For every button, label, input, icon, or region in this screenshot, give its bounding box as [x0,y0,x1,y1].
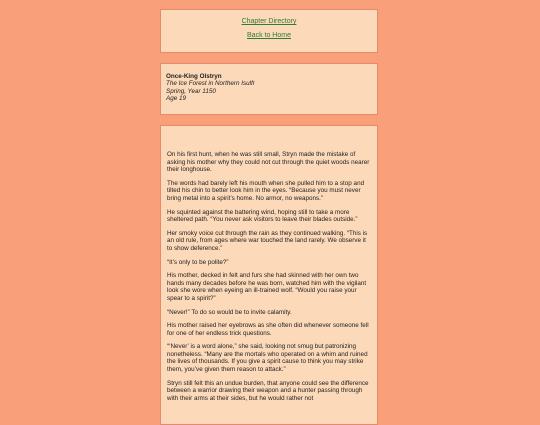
chapter-directory-link[interactable]: Chapter Directory [241,18,297,25]
back-to-home-link[interactable]: Back to Home [247,32,291,39]
chapter-title: Once-King Olstryn [166,73,222,80]
chapter-location: The Ice Forest in Northern Isulfr [166,80,255,88]
story-paragraph: His mother raised her eyebrows as she often did whenever someone fell for one of her endless trick questions. [167,322,369,337]
story-paragraph: “‘Never’ is a word alone,” she said, looking not smug but patronizing nonetheless. “Many are the mortals who operated on a whim and ruined the lives of thousands. If you give a spirit cause to think you may strike them, you’ve given them reason to attack.” [167,343,368,374]
navigation-panel [160,9,378,53]
story-paragraph: Stryn still felt this an undue burden, that anyone could see the difference between a warrior drawing their weapon and a hunter passing through with their arms at their sides, but he would rather not [167,379,369,402]
chapter-date: Spring, Year 1150 [166,87,216,95]
chapter-info-panel [160,63,378,115]
story-paragraph: “Never!” To do so would be to invite calamity. [167,308,292,316]
character-age: Age 19 [166,95,186,103]
story-paragraph: On his first hunt, when he was still small, Stryn made the mistake of asking his mother why they could not cut through the quiet woods nearer their longhouse. [167,151,370,174]
story-paragraph: Her smoky voice cut through the rain as they continued walking. “This is an old rule, from ages where war touched the land rarely. We observe it to show deference.” [167,229,368,252]
story-paragraph: He squinted against the battering wind, hoping still to take a more sheltered path. “You never ask visitors to leave their blades outside.” [167,208,358,224]
story-paragraph: The words had barely left his mouth when she pulled him to a stop and tilted his chin to better look him in the eyes. “Because you must never bring metal into a spirit’s home. No armor, no weapons.” [167,179,365,202]
story-paragraph: “It’s only to be polite?” [167,258,229,266]
story-panel [160,125,378,425]
story-paragraph: His mother, decked in felt and furs she had skinned with her own two hands many decades before he was born, watched him with the vigilant look she wore when eyeing an ill-trained wolf. “Would you raise your spear to a spirit?” [167,272,367,302]
